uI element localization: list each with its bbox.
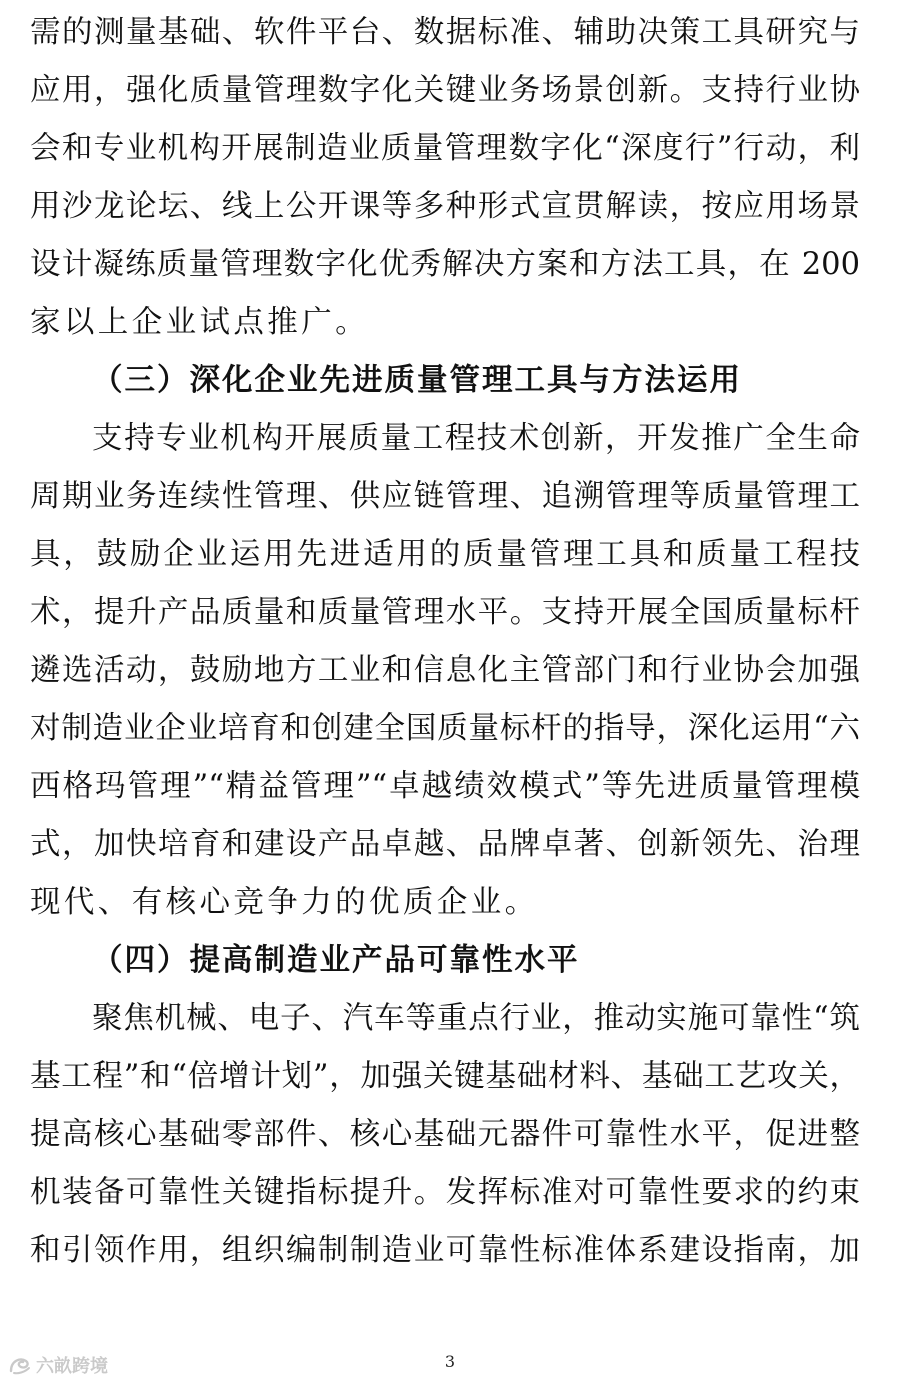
text-line: 机装备可靠性关键指标提升。发挥标准对可靠性要求的约束 xyxy=(30,1175,860,1210)
text-line: 和引领作用，组织编制制造业可靠性标准体系建设指南，加 xyxy=(30,1233,860,1268)
text-line: 设计凝练质量管理数字化优秀解决方案和方法工具，在 200 xyxy=(30,247,860,282)
section-heading-4: （四）提高制造业产品可靠性水平 xyxy=(92,943,580,978)
text-line: 具，鼓励企业运用先进适用的质量管理工具和质量工程技 xyxy=(30,537,860,572)
text-line: 周期业务连续性管理、供应链管理、追溯管理等质量管理工 xyxy=(30,479,860,514)
text-line: 需的测量基础、软件平台、数据标准、辅助决策工具研究与 xyxy=(30,15,860,50)
watermark xyxy=(8,1352,108,1378)
text-line: 式，加快培育和建设产品卓越、品牌卓著、创新领先、治理 xyxy=(30,827,860,862)
text-line: 遴选活动，鼓励地方工业和信息化主管部门和行业协会加强 xyxy=(30,653,860,688)
text-line: 术，提升产品质量和质量管理水平。支持开展全国质量标杆 xyxy=(30,595,860,630)
text-line: 现代、有核心竞争力的优质企业。 xyxy=(30,885,539,920)
brand-swirl-icon xyxy=(8,1355,32,1375)
text-line: 家以上企业试点推广。 xyxy=(30,305,369,340)
document-body xyxy=(30,4,860,1280)
text-line: 西格玛管理”“精益管理”“卓越绩效模式”等先进质量管理模 xyxy=(30,769,860,804)
text-line: 聚焦机械、电子、汽车等重点行业，推动实施可靠性“筑 xyxy=(92,1001,860,1036)
section-heading-3: （三）深化企业先进质量管理工具与方法运用 xyxy=(92,363,742,398)
page-number: 3 xyxy=(444,1352,456,1371)
text-line: 用沙龙论坛、线上公开课等多种形式宣贯解读，按应用场景 xyxy=(30,189,860,224)
text-line: 支持专业机构开展质量工程技术创新，开发推广全生命 xyxy=(92,421,860,456)
text-line: 对制造业企业培育和创建全国质量标杆的指导，深化运用“六 xyxy=(30,711,860,746)
text-line: 提高核心基础零部件、核心基础元器件可靠性水平，促进整 xyxy=(30,1117,860,1152)
text-line: 应用，强化质量管理数字化关键业务场景创新。支持行业协 xyxy=(30,73,860,108)
watermark-text: 六畝跨境 xyxy=(36,1356,108,1377)
text-line: 基工程”和“倍增计划”，加强关键基础材料、基础工艺攻关， xyxy=(30,1059,860,1094)
text-line: 会和专业机构开展制造业质量管理数字化“深度行”行动，利 xyxy=(30,131,860,166)
